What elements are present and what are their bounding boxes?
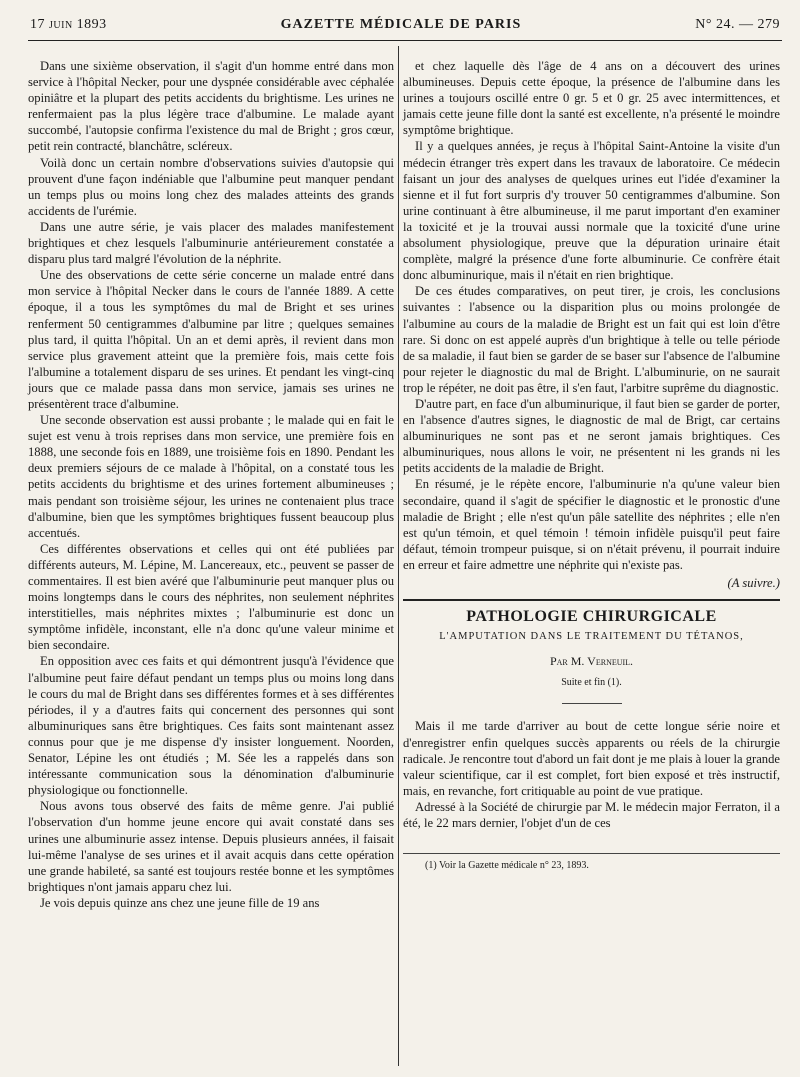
paragraph: et chez laquelle dès l'âge de 4 ans on a découvert des urines albumineuses. Depuis cette époque, la présence de l'albumine dans les urines a toujours oscillé entre 0 gr. 5 et 0 gr. 25 avec intermittences, et jamais cette jeune fille dont la santé est excellente, n'a présenté le moindre symptôme brightique. (403, 59, 780, 138)
paragraph: En résumé, je le répète encore, l'albuminurie n'a qu'une valeur bien secondaire, quand il s'agit de spécifier le diagnostic et le pronostic d'une maladie de Bright ; elle n'est qu'un pâle satellite des néphrites ; elle n'en est qu'un témoin, et quel témoin ! témoin infidèle puisqu'il peut faire défaut, témoin trompeur puisque, si on n'était prévenu, il pourrait induire en erreur et faire admettre une néphrite qui n'existe pas. (403, 477, 780, 572)
paragraph: Mais il me tarde d'arriver au bout de cette longue série noire et d'enregistrer enfin quelques succès apparents ou réels de la chirurgie radicale. Je rencontre tout d'abord un fait dont je me plais à louer la grande valeur scientifique, car il est complet, fort bien exposé et très instructif, mais, en revanche, fort critiquable au point de vue pratique. (403, 719, 780, 798)
paragraph: Une des observations de cette série concerne un malade entré dans mon service à l'hôpital Necker dans le cours de l'année 1889. A cette époque, il a tous les symptômes du mal de Bright et ses urines renferment 50 centigrammes d'albumine par litre ; quelques semaines plus tard, il quitta l'hôpital. Un an et demi après, il revient dans mon service plus gravement atteint que la première fois, mais cette fois l'albumine a totalement disparu de ses urines. Et pendant les vingt-cinq jours que ce malade passa dans mon service, jamais ses urines ne présentèrent trace d'albumine. (28, 268, 394, 411)
paragraph: Ces différentes observations et celles qui ont été publiées par différents auteurs, M. Lépine, M. Lancereaux, etc., peuvent se passer de commentaires. Il est bien avéré que l'albuminurie peut manquer plus ou moins longtemps dans le cours des néphrites, non seulement néphrites interstitielles, mais néphrites mixtes ; l'albuminurie est donc un symptôme infidèle, inconstant, elle n'a donc qu'une valeur minime et bien secondaire. (28, 541, 394, 653)
journal-title: GAZETTE MÉDICALE DE PARIS (280, 17, 522, 32)
short-rule (562, 703, 622, 704)
article-subtitle: L'AMPUTATION DANS LE TRAITEMENT DU TÉTANOS, (439, 631, 744, 643)
page-header (30, 12, 780, 38)
left-column (28, 58, 394, 911)
paragraph: Adressé à la Société de chirurgie par M. le médecin major Ferraton, il a été, le 22 mars dernier, l'objet d'un de ces (403, 799, 780, 831)
column-divider (398, 46, 399, 1066)
issue-number: N° 24. — 279 (695, 17, 780, 32)
continued-note: Suite et fin (1). (561, 677, 622, 689)
paragraph: Voilà donc un certain nombre d'observations suivies d'autopsie qui prouvent d'une façon indéniable que l'albumine peut manquer pendant un temps plus ou moins long chez des malades atteints des grands accidents de l'urémie. (28, 155, 394, 218)
footnote: (1) Voir la Gazette médicale n° 23, 1893. (425, 860, 589, 872)
paragraph: Dans une sixième observation, il s'agit d'un homme entré dans mon service à l'hôpital Necker, pour une dyspnée considérable avec céphalée opiniâtre et la plupart des petits accidents du brightisme. Les urines ne renfermaient pas la plus légère trace d'albumine. Le malade ayant succombé, l'autopsie confirma l'existence du mal de Bright ; gros cœur, petit rein contracté, blanchâtre, scléreux. (28, 59, 394, 154)
section-title: PATHOLOGIE CHIRURGICALE (466, 608, 717, 626)
paragraph: De ces études comparatives, on peut tirer, je crois, les conclusions suivantes : l'absence ou la disparition plus ou moins prolongée de l'albumine au cours de la maladie de Bright est un fait qui est loin d'être rare. Si donc on est appelé auprès d'un brightique à telle ou telle période de sa maladie, il faut bien se garder de se baser sur l'absence de l'albumine pour rejeter le diagnostic du mal de Bright. L'albuminurie, on ne saurait trop le répéter, ne doit pas être, il s'en faut, l'arbitre suprême du diagnostic. (403, 284, 780, 395)
issue-date: 17 juin 1893 (30, 17, 107, 32)
paragraph: D'autre part, en face d'un albuminurique, il faut bien se garder de porter, en l'absence d'autres signes, le diagnostic de mal de Brigt, car certains albuminuriques ne sont pas et ne seront jamais brightiques. Ces albuminuriques, nous allons le voir, ne présentent ni les grands ni les petits accidents de la maladie de Bright. (403, 396, 780, 476)
paragraph: Il y a quelques années, je reçus à l'hôpital Saint-Antoine la visite d'un médecin étranger très expert dans les travaux de laboratoire. Ce médecin faisant un jour des analyses de quelques urines eut l'idée d'examiner la sienne et il fut fort surpris d'y trouver 50 centigrammes d'albumine. Son urine continuant à être albumineuse, il me parut important d'en examiner la toxicité et je la trouvai aussi normale que la toxicité d'une urine absolument physiologique, preuve que la dépuration urinaire était complète, malgré la présence d'une forte albuminurie. Ce confrère était donc albuminurique, mais il n'était en rien brightique. (403, 139, 780, 283)
article-author: Par M. Verneuil. (549, 654, 634, 669)
right-column (403, 58, 780, 874)
section-rule (403, 599, 780, 601)
paragraph: En opposition avec ces faits et qui démontrent jusqu'à l'évidence que l'albumine peut faire défaut pendant un temps plus ou moins long dans le cours du mal de Bright dans ses différentes formes et à ses différentes périodes, il y a d'autres faits qui concernent des personnes qui sont albuminuriques sans être brightiques. Ces faits sont maintenant assez connus pour que je me dispense d'y insister longuement. Noorden, Senator, Lépine les ont étudiés ; M. Sée les a rappelés dans son intéressante communication sous la dénomination d'albuminurie physiologique ou fonctionnelle. (28, 654, 394, 798)
to-be-continued: (A suivre.) (727, 576, 780, 590)
paragraph: Dans une autre série, je vais placer des malades manifestement brightiques et chez lesquels l'albuminurie antérieurement constatée a disparu plus tard malgré l'évolution de la néphrite. (28, 219, 394, 267)
footnote-rule (403, 853, 780, 854)
paragraph: Nous avons tous observé des faits de même genre. J'ai publié l'observation d'un homme jeune encore qui avait constaté dans ses urines une albuminurie assez intense. Depuis plusieurs années, il faisait lui-même l'analyse de ses urines et il avait acquis dans cette opération une grande habileté, sa santé est toujours restée bonne et les symptômes brightiques n'ont jamais apparu chez lui. (28, 799, 394, 894)
paragraph: Une seconde observation est aussi probante ; le malade qui en fait le sujet est venu à trois reprises dans mon service, une première fois en 1888, une seconde fois en 1889, une troisième fois en 1890. Pendant les deux premiers séjours de ce malade à l'hôpital, on a constaté tous les petits accidents du brightisme et des urines fortement albumineuses ; mais pendant son troisième séjour, les urines ne contenaient plus trace d'albumine, bien que les symptômes brightiques fussent beaucoup plus accentués. (28, 413, 394, 540)
header-rule (28, 40, 782, 41)
paragraph: Je vois depuis quinze ans chez une jeune fille de 19 ans (40, 895, 320, 910)
